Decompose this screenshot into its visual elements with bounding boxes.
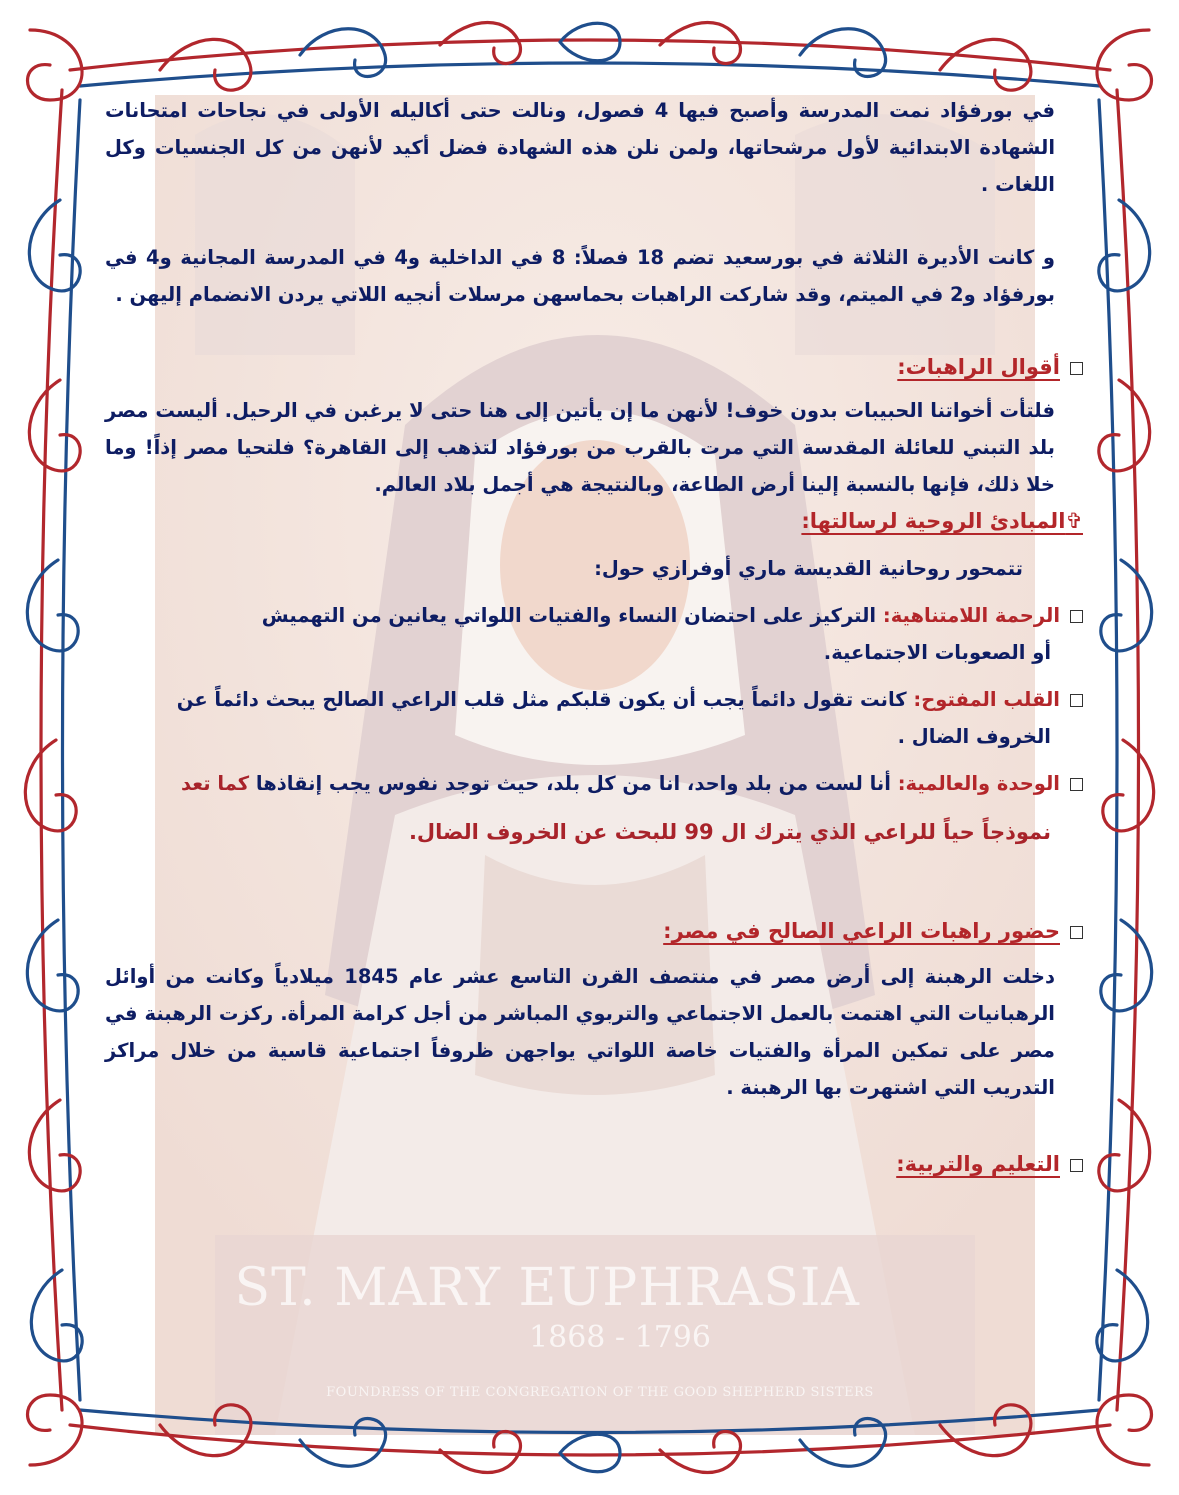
checkbox-glyph-icon (1070, 694, 1083, 707)
checkbox-glyph-icon (1070, 778, 1083, 791)
bullet-heart-continuation: الخروف الضال . (897, 725, 1051, 748)
bullet-open-heart (105, 681, 1083, 718)
bullet-heart-term: القلب المفتوح: (913, 688, 1060, 711)
paragraph-presence: دخلت الرهبنة إلى أرض مصر في منتصف القرن التاسع عشر عام 1845 ميلادياً وكانت من أوائل الرهبانيات التي اهتمت بالعمل الاجتماعي والتربوي المباشر من أجل كرامة المرأة. ركزت الرهبنة في مصر على تمكين المرأة والفتيات خاصة اللواتي يواجهن ظروفاً اجتماعية قاسية من خلال مراكز التدريب التي اشتهرت بها الرهبنة . (105, 965, 1055, 1099)
bullet-unity-continuation: نموذجاً حياً للراعي الذي يترك ال 99 للبحث عن الخروف الضال. (408, 820, 1051, 844)
article-text (105, 92, 1083, 1183)
bullet-unity-term: الوحدة والعالمية: (897, 772, 1060, 795)
heading-presence (105, 913, 1083, 950)
heading-education-text: التعليم والتربية: (896, 1152, 1060, 1176)
bullet-mercy (105, 597, 1083, 634)
checkbox-glyph-icon (1070, 1159, 1083, 1172)
paragraph-portfouad-school: في بورفؤاد نمت المدرسة وأصبح فيها 4 فصول، ونالت حتى أكاليله الأولى في نجاحات امتحانات الشهادة الابتدائية لأول مرشحاتها، ولمن نلن هذه الشهادة فضل أكيد لأنهن من كل الجنسيات وكل اللغات . (105, 99, 1056, 196)
paragraph-spirituality-intro: تتمحور روحانية القديسة ماري أوفرازي حول: (594, 557, 1023, 580)
cross-icon: ✞ (1065, 509, 1083, 533)
watermark-subtitle: FOUNDRESS OF THE CONGREGATION OF THE GOOD SHEPHERD SISTERS (326, 1385, 874, 1400)
bullet-mercy-text: التركيز على احتضان النساء والفتيات اللواتي يعانين من التهميش (261, 604, 877, 627)
bullet-unity-text: أنا لست من بلد واحد، انا من كل بلد، حيث توجد نفوس يجب إنقاذها (255, 772, 891, 795)
bullet-unity-text-red: كما تعد (181, 772, 250, 795)
checkbox-glyph-icon (1070, 362, 1083, 375)
watermark-years: 1796 - 1868 (529, 1320, 711, 1355)
heading-presence-text: حضور راهبات الراعي الصالح في مصر: (663, 919, 1060, 943)
checkbox-glyph-icon (1070, 926, 1083, 939)
paragraph-sayings: فلتأت أخواتنا الحبيبات بدون خوف! لأنهن ما إن يأتين إلى هنا حتى لا يرغبن في الرحيل. أليست مصر بلد التبني للعائلة المقدسة التي مرت بالقرب من بورفؤاد لتذهب إلى القاهرة؟ فلتحيا مصر إذاً! وما خلا ذلك، فإنها بالنسبة إلينا أرض الطاعة، وبالنتيجة هي أجمل بلاد العالم. (105, 399, 1055, 496)
heading-principles-text: المبادئ الروحية لرسالتها: (801, 509, 1066, 533)
heading-sayings-text: أقوال الراهبات: (897, 355, 1060, 379)
paragraph-portsaid-convents: و كانت الأديرة الثلاثة في بورسعيد تضم 18 فصلاً: 8 في الداخلية و4 في المدرسة المجانية و4 في بورفؤاد و2 في الميتم، وقد شاركت الراهبات بحماسهن مرسلات أنجيه اللاتي يردن الانضمام إليهن . (105, 246, 1055, 306)
heading-sayings (105, 349, 1083, 386)
heading-principles (105, 503, 1083, 540)
bullet-mercy-continuation: أو الصعوبات الاجتماعية. (823, 641, 1051, 664)
heading-education (105, 1146, 1083, 1183)
checkbox-glyph-icon (1070, 610, 1083, 623)
bullet-unity (105, 765, 1083, 802)
bullet-heart-text: كانت تقول دائماً يجب أن يكون قلبكم مثل قلب الراعي الصالح يبحث دائماً عن (176, 688, 907, 711)
watermark-name: ST. MARY EUPHRASIA (234, 1258, 860, 1318)
bullet-mercy-term: الرحمة اللامتناهية: (882, 604, 1060, 627)
